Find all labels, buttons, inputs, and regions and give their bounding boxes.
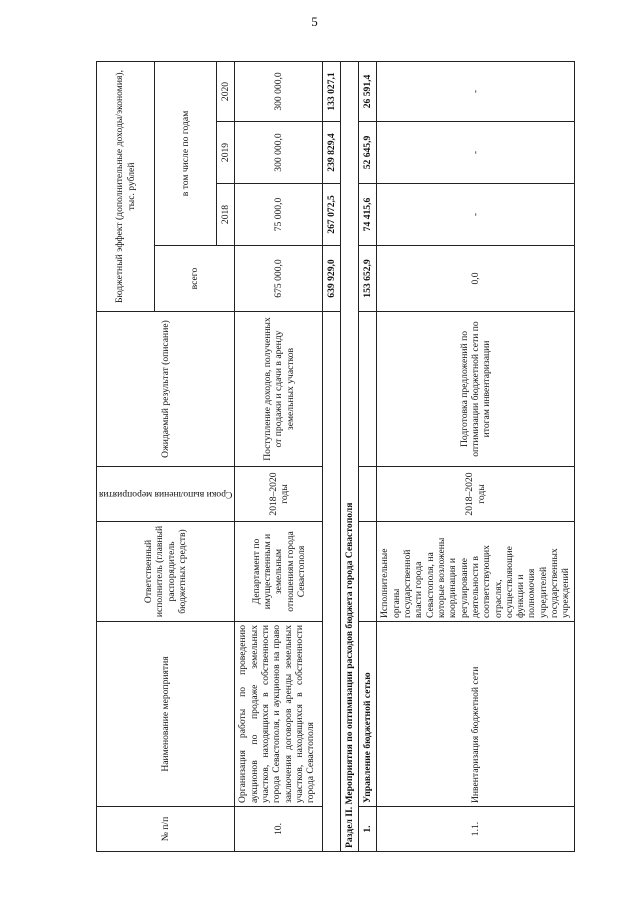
row10-2018: 75 000,0 (235, 184, 323, 246)
row11-2020: - (377, 61, 574, 121)
budget-measures-table (96, 61, 575, 852)
row1-result (359, 312, 377, 467)
totals1-label (323, 312, 341, 852)
row10-num: 10. (235, 807, 323, 852)
row11-result: Подготовка предложений по оптимизации бюджетной сети по итогам инвентаризации (377, 312, 574, 467)
row10-2020: 300 000,0 (235, 61, 323, 121)
row1-executor (359, 522, 377, 622)
header-result: Ожидаемый результат (описание) (97, 312, 235, 467)
totals1-2020: 133 027,1 (323, 61, 341, 121)
row11-term: 2018–2020 годы (377, 467, 574, 522)
header-2020: 2020 (217, 61, 235, 121)
rotated-table-container (96, 62, 572, 852)
row11-2019: - (377, 122, 574, 184)
header-2019: 2019 (217, 122, 235, 184)
header-by-years: в том числе по годам (155, 61, 217, 245)
table-row (359, 61, 377, 851)
header-total: всего (155, 246, 235, 312)
row10-executor: Департамент по имущественным и земельным отношениям города Севастополя (235, 522, 323, 622)
row1-name: Управление бюджетной сетью (359, 622, 377, 807)
section2-2020: 26 591,4 (359, 61, 377, 121)
row10-result: Поступление доходов, полученных от продажи и сдачи в аренду земельных участков (235, 312, 323, 467)
row11-num: 1.1. (377, 807, 574, 852)
table-row (377, 61, 574, 851)
section2-title: Раздел II. Мероприятия по оптимизации расходов бюджета города Севастополя (341, 61, 359, 851)
row10-term: 2018–2020 годы (235, 467, 323, 522)
row1-term (359, 467, 377, 522)
row11-name: Инвентаризация бюджетной сети (377, 622, 574, 807)
table-row (235, 61, 323, 851)
header-term (97, 467, 235, 522)
section2-2019: 52 645,9 (359, 122, 377, 184)
totals1-2019: 239 829,4 (323, 122, 341, 184)
header-effect: Бюджетный эффект (дополнительные доходы/экономия), тыс. рублей (97, 61, 155, 311)
header-name: Наименование мероприятия (97, 622, 235, 807)
row10-2019: 300 000,0 (235, 122, 323, 184)
document-page (8, 40, 608, 910)
row1-num: 1. (359, 807, 377, 852)
row11-executor: Исполнительные органы государственной власти города Севастополя, на которые возложены координация и регулирование деятельности в соответствующих отраслях, осуществляющие функции и полномочия учредителей государственных учреждений (377, 522, 574, 622)
totals1-total: 639 929,0 (323, 246, 341, 312)
header-2018: 2018 (217, 184, 235, 246)
totals1-2018: 267 072,5 (323, 184, 341, 246)
table-row (341, 61, 359, 851)
header-executor: Ответственный исполнитель (главный распорядитель бюджетных средств) (97, 522, 235, 622)
page-number: 5 (311, 14, 318, 29)
row11-total: 0,0 (377, 246, 574, 312)
header-num: № п/п (97, 807, 235, 852)
row10-name: Организация работы по проведению аукционов по продаже земельных участков, находящихся в собственности города Севастополя, и аукционов на право заключения договоров аренды земельных участков, находящихся в собственности города Севастополя (235, 622, 323, 807)
header-term-text: Сроки выполнения мероприятия (99, 488, 233, 500)
row11-2018: - (377, 184, 574, 246)
section2-2018: 74 415,6 (359, 184, 377, 246)
table-row (323, 61, 341, 851)
row10-total: 675 000,0 (235, 246, 323, 312)
section2-total: 153 652,9 (359, 246, 377, 312)
